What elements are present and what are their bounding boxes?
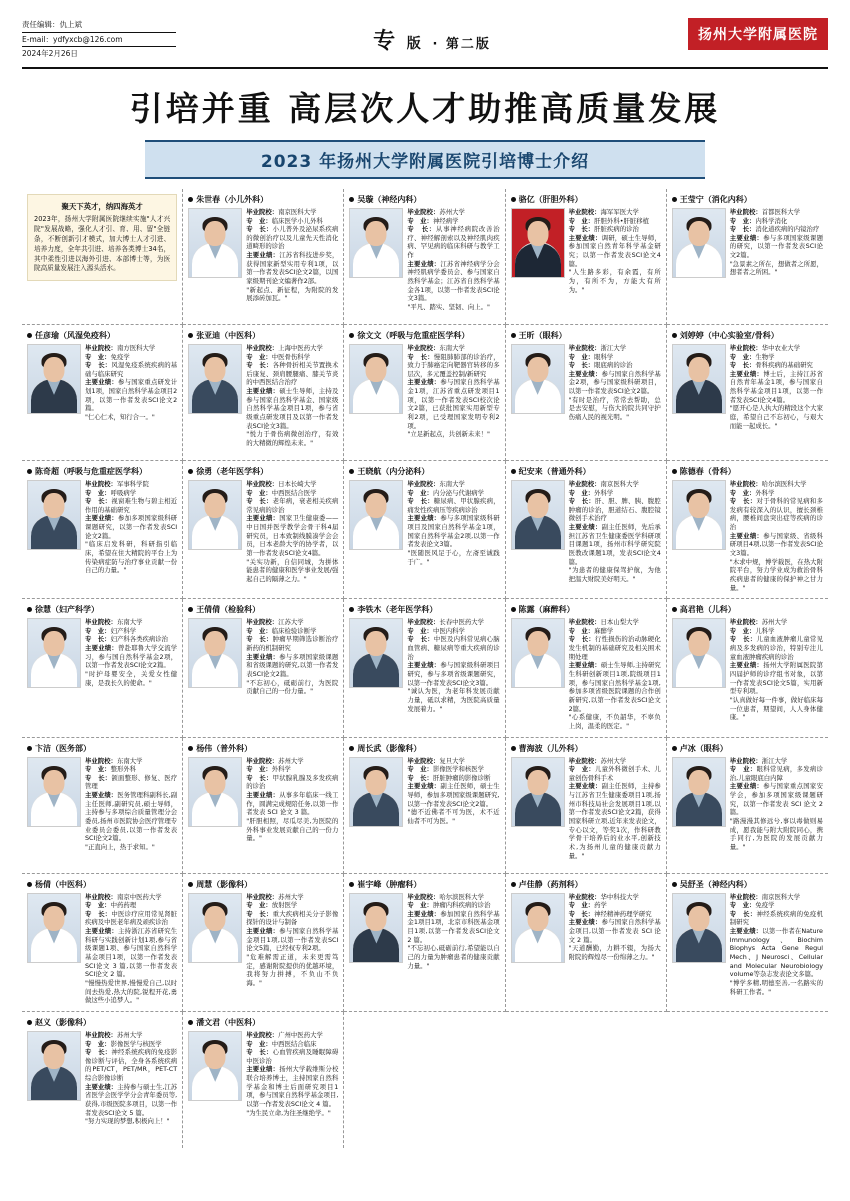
profile-body (27, 893, 177, 1005)
section-title-main: 专 (373, 29, 398, 54)
bullet-icon (188, 746, 193, 751)
profile-card (22, 599, 183, 737)
portrait-photo (672, 344, 726, 414)
profile-name: 王莹宁（消化内科） (679, 194, 752, 204)
profile-body (188, 1031, 338, 1117)
profile-body (188, 480, 338, 584)
profile-bio: 毕业院校：日本长崎大学 专 业：中西医结合医学 专 长：老年病，衰老相关疾病常见病的诊治 主要业绩：国家卫生健康委——中日国并医学教学会骨干科4届研究员，日本致制线膜凑学会会员，日本老龄大学的协学者，以第一作者发表SCI论文4篇。 "关实功新，自信同城，为拼体能患者的健康和医学事业发展/强起自己的隔薄之力。" (246, 479, 339, 583)
profile-name-row (349, 466, 499, 477)
bullet-icon (188, 1020, 193, 1025)
portrait-photo (672, 480, 726, 550)
profile-bio: 毕业院校：哈尔滨医科大学 专 业：外科学 专 长：对于骨科的常见病和多发病有较深入的认识，擅长颈椎病，腰椎间盘突出症等疾病的诊治 主要业绩：参与国家级、省级科研项目4项,以第一作者发表SCI论文3篇。 "木求中规，博学载医，在热大附院平台，努力学业成为救治骨科疾病患者的健康的保护神之甘力量。" (729, 479, 823, 592)
profile-card (667, 874, 828, 1012)
intro-text (27, 194, 177, 281)
section-title (176, 18, 688, 55)
portrait-head (527, 770, 548, 795)
portrait-head (527, 493, 548, 518)
portrait-photo (188, 893, 242, 963)
bullet-icon (349, 746, 354, 751)
profile-name-row (672, 466, 823, 477)
intro-block (22, 189, 183, 325)
editor-line: 责任编辑：仇上斌 (22, 18, 176, 33)
portrait-head (688, 221, 709, 246)
profile-name: 陈德春（骨科） (679, 466, 736, 476)
profile-name-row (188, 194, 338, 205)
bullet-icon (672, 333, 677, 338)
portrait-photo (27, 1031, 81, 1101)
profile-name-row (188, 1017, 338, 1028)
profile-body (511, 618, 661, 730)
portrait-photo (672, 208, 726, 278)
profile-body (672, 757, 823, 852)
profile-bio: 毕业院校：广州中医药大学 专 业：中西医结合临床 专 长：心血管疾病及睡眠障碍中医诊治 主要业绩：扬州大学载维斯分校联合培养博士，主持国家自然科学基金和博士后面研究项目1项，参与国家自然科学基金项目,以第一作者发表SCI论文 4 篇。 "为生民立命,为往圣继绝学。" (246, 1030, 339, 1117)
profile-name: 骆亿（肝胆外科） (518, 194, 583, 204)
profile-card (183, 461, 344, 599)
portrait-head (366, 631, 387, 656)
portrait-photo (188, 1031, 242, 1101)
portrait-photo (349, 618, 403, 688)
intro-body: 2023年，扬州大学附属医院继续实施"人才兴院"发展战略，强化人才引、育、用、留"全链条，不断创新引才模式，加大博士人才引进、培养力度，全年共引进、培养各类博士34名，其中柔性引进以海外引进、本部博士等，为医院高质量发展注入源头活水。 (34, 214, 171, 273)
profile-card (667, 738, 828, 874)
profile-name-row (672, 743, 823, 754)
profile-card (22, 461, 183, 599)
profile-name-row (27, 879, 177, 890)
profile-body (188, 208, 338, 303)
profile-card (667, 461, 828, 599)
profile-card (344, 325, 505, 461)
bullet-icon (188, 469, 193, 474)
profile-bio: 毕业院校：东南大学 专 长：慢阻肺肺部的诊治疗，致力于肺癌定向靶器官转移的多层次，多元覆盖控制/新研究 主要业绩：参与国家自然科学基金1项，江苏省重点研发项目1项，以第一作者发表SCI校次论文2篇，已获批国家实用新型专利2项，已受理国家发明专利2项。 "立足新起点，共创新未来！" (407, 343, 500, 439)
portrait-head (688, 493, 709, 518)
profile-card (183, 599, 344, 737)
bullet-icon (349, 607, 354, 612)
profile-name-row (349, 194, 499, 205)
profile-bio: 毕业院校：苏州大学 专 业：儿科学 专 长：儿童血液肿瘤儿童常见病及多发病的诊治，特别专注儿童血液肿瘤疾病的诊治 主要业绩：扬州大学附属医院第四届护师的诊疗组书对象，以第一作者发表SCI论文5篇，实用新型专利项。 "认真做好每一件事，做好临床每一位患者，期望间，人人身体健康。" (729, 618, 823, 722)
portrait-photo (349, 344, 403, 414)
profile-body (27, 480, 177, 575)
profile-name: 朱世春（小儿外科） (196, 194, 269, 204)
profile-bio: 毕业院校：苏州大学 专 业：影像医学与核医学 专 长：神经系统疾病的免疫影像诊断与评估，全身各系统疾病的PET/CT，PET/MR，PET-CT综合影像诊断 主要业绩：主持参与硕士生,江苏省医学会医学学分会青年委员等,获得,市级医院多项目，以第一作者发表SCI论文 5 篇。 "努力实现的梦想,积极向上！" (85, 1030, 178, 1126)
profile-name-row (188, 466, 338, 477)
portrait-photo (511, 480, 565, 550)
profile-name-row (27, 330, 177, 341)
profile-card (344, 189, 505, 325)
portrait-photo (188, 344, 242, 414)
profile-bio: 毕业院校：军事科学院 专 业：呼吸病学 专 长：视窗难生物与碧主相近作用的基础研究 主要业绩：参加多项国家级科研课题研究，以第一作者发表SCI论文2篇。 "临床启发科研，科研指引临床，希望在住大精院的平台上为传染病症防与治疗事业贡献一份自己的力量。" (85, 479, 178, 575)
profile-card (22, 325, 183, 461)
profile-name: 王昕（眼科） (518, 330, 567, 340)
profile-name: 张亚迪（中医科） (196, 330, 261, 340)
profile-name-row (188, 743, 338, 754)
portrait-head (527, 357, 548, 382)
portrait-head (205, 770, 226, 795)
profile-name: 杨倩（中医科） (35, 879, 91, 889)
masthead-info (22, 18, 176, 61)
profile-body (27, 757, 177, 852)
portrait-head (44, 357, 65, 382)
profile-name-row (672, 330, 823, 341)
bullet-icon (672, 469, 677, 474)
portrait-photo (349, 480, 403, 550)
profile-body (511, 893, 661, 963)
profile-name: 纪安来（普通外科） (518, 466, 591, 476)
portrait-head (44, 631, 65, 656)
profile-bio: 毕业院校：哈尔滨医科大学 专 业：肿瘤内科疾病的诊治 主要业绩：参加国家自然科学基金1项目1项，北京市科医基金项目1项,以第一作者发表SCI论文 2 篇。 "不忘初心,砥砺前行,希望能以自己的力量为肿瘤患者的健康贡献力量。" (407, 892, 500, 970)
profile-name: 卢冰（眼科） (679, 743, 728, 753)
portrait-head (688, 631, 709, 656)
bullet-icon (27, 882, 32, 887)
date-line: 2024年2月26日 (22, 49, 78, 59)
profile-body (672, 480, 823, 592)
profile-card (344, 461, 505, 599)
intro-title: 聚天下英才，纳四海英才 (61, 201, 143, 211)
profile-bio: 毕业院校：南京医科大学 专 业：外科学 专 长：肝、胆、脾、胰、腹腔肿瘤的诊治，胆道结石、腹腔镜微创手术治疗 主要业绩：副主任医师，先后承担江苏省卫生健康委医学科研项目课题1项，扬州市科学研究院医教改课题1项，发表SCI论文4篇。 "为患者的健康保驾护航，为他把温大财院美好明天。" (568, 479, 661, 583)
profile-body (349, 344, 499, 439)
portrait-head (205, 631, 226, 656)
portrait-head (688, 770, 709, 795)
profile-card (667, 325, 828, 461)
profile-name-row (511, 330, 661, 341)
section-title-dot: 版 (406, 36, 423, 52)
profile-card (506, 599, 667, 737)
portrait-head (688, 906, 709, 931)
profile-card (22, 1012, 183, 1148)
portrait-head (366, 906, 387, 931)
portrait-photo (349, 893, 403, 963)
profile-name: 周长武（影像科） (357, 743, 422, 753)
bullet-icon (672, 746, 677, 751)
profile-name: 卢佳静（药剂科） (518, 879, 583, 889)
portrait-photo (188, 208, 242, 278)
profile-body (349, 480, 499, 566)
profile-name: 徐慧（妇产科学） (35, 605, 99, 615)
profile-bio: 毕业院校：南方医科大学 专 业：免疫学 专 长：风湿免疫系统疾病的基础与临床研究 主要业绩：参与国家重点研发计划1项，国家自然科学基金项目2项，以第一作者发表SCI论文2篇。 "仁心仁术，知行合一。" (85, 343, 178, 421)
profile-name: 任彦瑜（风湿免疫科） (35, 330, 115, 340)
profile-bio: 毕业院校：浙江大学 专 业：眼科学 专 长：眼底病的诊治 主要业绩：参与国家自然科学基金2项，参与国家级科研项目，以第一作者发表SCI论文2篇。 "有时是治疗，常常去帮助，总是去安慰，与伤大的院共同守护伤痛人民的视光明。" (568, 343, 661, 421)
profile-name-row (27, 604, 177, 615)
profile-name: 杨伟（普外科） (196, 743, 253, 753)
bullet-icon (188, 607, 193, 612)
portrait-head (205, 1044, 226, 1069)
profile-bio: 毕业院校：上海中医药大学 专 业：中医骨伤科学 专 长：各种骨折相关节置换术后康复、颈肩腰腿痛、膝关节炎的中西医结合治疗 主要业绩：硕士生导师，主持及参与国家自然科学基金、国家级自然科学基金项目1项，参与省级重点研发项目及以第一作者发表SCI论文3篇。 "悦力于骨伤病微创治疗，有效的大精微的辉煌未来。" (246, 343, 339, 447)
portrait-photo (672, 893, 726, 963)
profile-card (667, 599, 828, 737)
profile-card (344, 874, 505, 1012)
profile-body (188, 893, 338, 988)
bullet-icon (27, 1020, 32, 1025)
bullet-icon (27, 607, 32, 612)
profile-name-row (349, 879, 499, 890)
bullet-icon (27, 469, 32, 474)
portrait-head (366, 357, 387, 382)
profile-body (511, 208, 661, 294)
portrait-photo (349, 208, 403, 278)
masthead (22, 18, 828, 69)
portrait-head (366, 221, 387, 246)
portrait-head (366, 770, 387, 795)
profile-name-row (349, 604, 499, 615)
profile-bio: 毕业院校：海军军医大学 专 业：肝胆外科•肝脏移植 专 长：肝脏疾病的诊治 主要业绩：调研，硕士生导师，参加国家自然青年科学基金研究；以第一作者发表SCI论文4篇。 "人生路多彩，有余霞，有所为，有所不为，方能大有所为。" (568, 207, 661, 294)
profile-name: 赵义（影像科） (35, 1017, 91, 1027)
profile-name: 周慧（影像科） (196, 879, 253, 889)
profile-card (183, 738, 344, 874)
portrait-photo (27, 480, 81, 550)
profile-bio: 毕业院校：南京医科大学 专 业：临床医学小儿外科 专 长：小儿普外及泌尿系疾病的微创治疗以及儿童先天性消化道畸形的诊治 主要业绩：江苏省科技进步奖，获得国家新型实用专利1项，以第一作者发表SCI论文2篇，以国家级期刊论文编著作2部。 "新起点、新征程，为附院的发展添砖加瓦。" (246, 207, 339, 303)
profile-name-row (511, 879, 661, 890)
profile-card (506, 189, 667, 325)
profile-name: 曹海波（儿外科） (518, 743, 583, 753)
profile-card (22, 738, 183, 874)
profile-name-row (27, 466, 177, 477)
profile-body (188, 344, 338, 448)
bullet-icon (349, 333, 354, 338)
section-title-sub: · 第二版 (432, 37, 491, 52)
portrait-photo (672, 757, 726, 827)
portrait-photo (511, 757, 565, 827)
profile-name: 陈奇超（呼吸与危重症医学科） (35, 466, 147, 476)
bullet-icon (672, 882, 677, 887)
portrait-head (527, 631, 548, 656)
profile-bio: 毕业院校：首都医科大学 专 业：内科学消化 专 长：消化道疾病的内镜治疗 主要业绩：参与多项国家级课题的研究，以第一作者发表SCI论文2篇。 "急景素之所在，想做者之所愿，想者者之所困。" (729, 207, 823, 277)
portrait-head (205, 357, 226, 382)
profile-name: 陈露（麻醉科） (518, 605, 575, 615)
bullet-icon (511, 607, 516, 612)
portrait-photo (27, 893, 81, 963)
profile-name-row (27, 1017, 177, 1028)
portrait-photo (188, 618, 242, 688)
profile-bio: 毕业院校：华中科技大学 专 业：药学 专 长：神经精神药理学研究 主要业绩：参与国家自然科学基金项目,以第一作者发表 SCI 论文 2 篇。 "天道酬勤，力耕不辍，为扬大附院的辉煌尽一份绵薄之力。" (568, 892, 661, 962)
profile-bio: 毕业院校：华中农业大学 专 业：生物学 专 长：骨科疾病的基础研究 主要业绩：博士后，主持江苏省自然青年基金1项，参与国家自然科学基金项目1项，以第一作者发表SCI论文4篇。 "愿开心是人执大的精段这个大家庭，希望自己不忘初心，与艰大而能一起成长。" (729, 343, 823, 430)
portrait-head (366, 493, 387, 518)
profile-name: 崔宇峰（肿瘤科） (357, 879, 422, 889)
profile-name-row (672, 604, 823, 615)
profile-body (349, 618, 499, 713)
portrait-head (44, 493, 65, 518)
profile-name-row (349, 330, 499, 341)
profile-name-row (27, 743, 177, 754)
profile-bio: 毕业院校：复旦大学 专 业：影像医学和核医学 专 长：肝脏肿瘤的影像诊断 主要业绩：副主任医师，硕士生导师，参加多项国家级课题研究,以第一作者发表SCI论文2篇。 "德不近佛者不可为医，术不近仙者不可为医。" (407, 756, 500, 826)
portrait-head (205, 221, 226, 246)
profile-name-row (349, 743, 499, 754)
profile-name-row (672, 194, 823, 205)
profile-name: 刘婷婷（中心实验室/骨科） (679, 330, 779, 340)
portrait-head (44, 906, 65, 931)
profile-card (506, 738, 667, 874)
profile-name: 潘文君（中医科） (196, 1017, 261, 1027)
bullet-icon (188, 882, 193, 887)
portrait-photo (27, 344, 81, 414)
profile-body (511, 480, 661, 584)
profile-card (667, 189, 828, 325)
portrait-head (205, 493, 226, 518)
bullet-icon (188, 333, 193, 338)
profile-card (506, 325, 667, 461)
profile-name: 高君艳（儿科） (679, 605, 736, 615)
profile-body (188, 757, 338, 843)
portrait-photo (188, 757, 242, 827)
profile-bio: 毕业院校：苏州大学 专 业：外科学 专 长：甲状腺乳腺及多发疾病的诊治 主要业绩：从事多年临床一线工作，圆满完成规陪任务,以第一作者发表 SCI 论文 3 篇。 "肝胆相照，尽瓜尽美,为医院的外科事业发展贡献自己的一份力量。" (246, 756, 339, 843)
profile-name-row (511, 466, 661, 477)
profile-name-row (511, 604, 661, 615)
bullet-icon (27, 746, 32, 751)
portrait-photo (511, 208, 565, 278)
profile-bio: 毕业院校：苏州大学 专 业：放射医学 专 长：重大疾病相关分子影像探针的设计与制备 主要业绩：参与国家自然科学基金项目1项,以第一作者发表SCI论文5篇，已经权专利2项。 "危难解需正道，未来更需笃定，感谢附院提供的优越环境，我将努力拼搏，不负山不负海。" (246, 892, 339, 987)
portrait-photo (349, 757, 403, 827)
page-headline: 引培并重 高层次人才助推高质量发展 (129, 88, 721, 128)
portrait-photo (511, 618, 565, 688)
bullet-icon (511, 333, 516, 338)
profile-name-row (511, 194, 661, 205)
profile-bio: 毕业院校：苏州大学 专 业：儿童外科微创手术、儿童创伤骨科手术 主要业绩：副主任医师，主持参与江苏省卫生健康委项目1项,扬州市科技局社会发展项目1项,以第一作者发表SCI论文2篇，获得国家科研立项,近年来发表论文，专心以文，等奖1次，作科研教学骨干培养后的业水平,创新技术,为扬州儿童的健康贡献力量。" (568, 756, 661, 860)
profile-body (349, 893, 499, 971)
profile-body (672, 618, 823, 722)
bullet-icon (511, 746, 516, 751)
profile-card (344, 599, 505, 737)
profile-name: 徐勇（老年医学科） (196, 466, 269, 476)
portrait-photo (672, 618, 726, 688)
bullet-icon (511, 197, 516, 202)
profile-card (183, 325, 344, 461)
profile-body (672, 344, 823, 430)
portrait-head (44, 1044, 65, 1069)
bullet-icon (349, 882, 354, 887)
bullet-icon (349, 197, 354, 202)
profile-body (511, 757, 661, 861)
profile-name-row (188, 879, 338, 890)
portrait-head (527, 221, 548, 246)
profile-name-row (511, 743, 661, 754)
profile-bio: 毕业院校：苏州大学 专 业：神经病学 专 长：从事神经病院改善治疗、神经解剖索以及神经肌肉疾病、罕见病的临床科研与教学工作 主要业绩：江苏省神经病学分会神经肌病学委员会、参与国家自然科学基金；江苏省自然科学基金各1项，以第一作者发表SCI论文3篇。 "平凡、踏实、坚韧、向上。" (407, 207, 500, 311)
email-line: E-mail：ydfyxcb@126.com (22, 33, 176, 48)
profile-card (183, 189, 344, 325)
profile-name: 王倩倩（检验科） (196, 605, 261, 615)
portrait-photo (27, 618, 81, 688)
profile-name: 李铁木（老年医学科） (357, 605, 438, 615)
portrait-photo (511, 344, 565, 414)
portrait-head (205, 906, 226, 931)
profile-body (27, 1031, 177, 1126)
portrait-head (44, 770, 65, 795)
profile-name: 吴舒圣（神经内科） (679, 879, 752, 889)
portrait-photo (511, 893, 565, 963)
profile-name: 徐文文（呼吸与危重症医学科） (357, 330, 470, 340)
profile-bio: 毕业院校：东南大学 专 业：妇产科学 专 长：妇产科各类疾病诊治 主要业绩：曾赴耶鲁大学交流学习，参与国自然科学基金2项，以第一作者发表SCI论文2篇。 "时护母婴安全，关爱女性健康，是我长久的使命。" (85, 618, 178, 687)
portrait-head (688, 357, 709, 382)
profile-name-row (188, 604, 338, 615)
profile-bio: 毕业院校：南京中医药大学 专 业：中药药理 专 长：中医诊疗应用常见肾脏疾病及中医老年病及顽疾诊治 主要业绩：主持浙江苏省研究生科研与实践创新计划1项,参与省级课题1项、参与国家自然科学基金项目1项，以第一作者发表SCI论文 3 篇,以第一作者发表SCI论文 2 篇。 "慢慢热爱世界,慢慢爱自己,以时间去热爱,热大的院,锐程开花,勇做这些小追梦人。" (85, 892, 178, 1005)
bullet-icon (511, 469, 516, 474)
bullet-icon (672, 197, 677, 202)
profile-body (188, 618, 338, 696)
profile-card (344, 738, 505, 874)
profile-body (511, 344, 661, 422)
profile-name-row (672, 879, 823, 890)
profile-bio: 毕业院校：长春中医药大学 专 业：中医内科学 专 长：中医及内科常见病心脑血管病、糖尿病等重大疾病的诊治 主要业绩：参与国家级科研项目研究，参与多项省级课题研究，以第一作者发表SCI论文3篇。 "诚认为医，为老年科发展贡献力量，砥以求精，为医院高质量发展着力。" (407, 618, 500, 713)
profile-body (672, 893, 823, 997)
profile-name: 卞洁（医务部） (35, 743, 91, 753)
portrait-head (527, 906, 548, 931)
profile-bio: 毕业院校：日本山梨大学 专 业：麻醉学 专 长：行性损伤的治动脉硬化发生机制的基础研究及相关围术期处理 主要业绩：硕士生导师,主持研究生科研创新项目1项,院级项目1项，参与国家自然科学基金1项,参加多项省级医院课题的合作创新研究,以第一作者发表SCI论文2篇。 "心系健康，不负韶华，不辜负上岗，温柔的医定。" (568, 618, 661, 730)
profile-name: 吴璇（神经内科） (357, 194, 422, 204)
profile-name: 王晓航（内分泌科） (357, 466, 430, 476)
bullet-icon (188, 197, 193, 202)
profile-bio: 毕业院校：浙江大学 专 业：眼科常见病，多发病诊治,儿童眼底白内障 主要业绩：参与国家重点国家安学会，参加多项国家级课题研究，以第一作者发表 SCI 论文 2 篇。 "路漫漫其修远兮,事以毒做则易成，愿我能与附大附院同心，携手同行,为医院的发展贡献力量。" (729, 756, 823, 851)
profile-body (672, 208, 823, 278)
profile-body (349, 208, 499, 312)
profile-grid (22, 189, 828, 1148)
bullet-icon (27, 333, 32, 338)
page-subheadline: 2023 年扬州大学附属医院引培博士介绍 (145, 140, 705, 179)
portrait-photo (27, 757, 81, 827)
bullet-icon (672, 607, 677, 612)
profile-card (183, 1012, 344, 1148)
profile-card (506, 874, 667, 1012)
profile-card (22, 874, 183, 1012)
bullet-icon (511, 882, 516, 887)
profile-card (506, 461, 667, 599)
profile-bio: 毕业院校：东南大学 专 业：整形外科 专 长：颌面整形、修复、医疗管理 主要业绩：医务管理科副科长,副主任医师,副研究员,硕士导师，主持参与多项综合质量管理分会委员,扬州市医院协会医疗管理专业委员会委员,以第一作者发表SCI论文2篇。 "正直向上，热于求知。" (85, 756, 178, 851)
profile-name-row (188, 330, 338, 341)
portrait-photo (188, 480, 242, 550)
bullet-icon (349, 469, 354, 474)
profile-bio: 毕业院校：南京医科大学 专 业：免疫学 专 长：神经系统疾病的免疫机制研究 主要业绩：以第一作者在Nature Immunology、Biochim Biophys Acta Gene Regul Mech、J Neurosci、Cellular and Molecular Neurobiology volume等杂志发表论文多篇。 "博学多精,明德至善,一名路实的科研工作者。" (729, 892, 823, 996)
profile-body (349, 757, 499, 827)
profile-card (183, 874, 344, 1012)
profile-body (27, 618, 177, 688)
profile-body (27, 344, 177, 422)
hospital-logo: 扬州大学附属医院 (688, 18, 828, 50)
profile-bio: 毕业院校：东南大学 专 业：内分泌与代谢病学 专 长：糖尿病、甲状腺疾病，痛发性疾病压等疾病诊治 主要业绩：参与多项国家级科研项目及国家自然科学基金1项，国家自然科学基金2项,以第一作者发表论文3篇。 "医随医风足于心，左斋至诚践于广。" (407, 479, 500, 566)
profile-bio: 毕业院校：江苏大学 专 业：临床检验诊断学 专 长：肿瘤早期筛选诊断治疗新药的机制研究 主要业绩：参与多项国家级课题和省级课题的研究,以第一作者发表SCI论文2篇。 "不忘初心，砥砺前行，为医院贡献自己的一份力量。" (246, 618, 339, 696)
